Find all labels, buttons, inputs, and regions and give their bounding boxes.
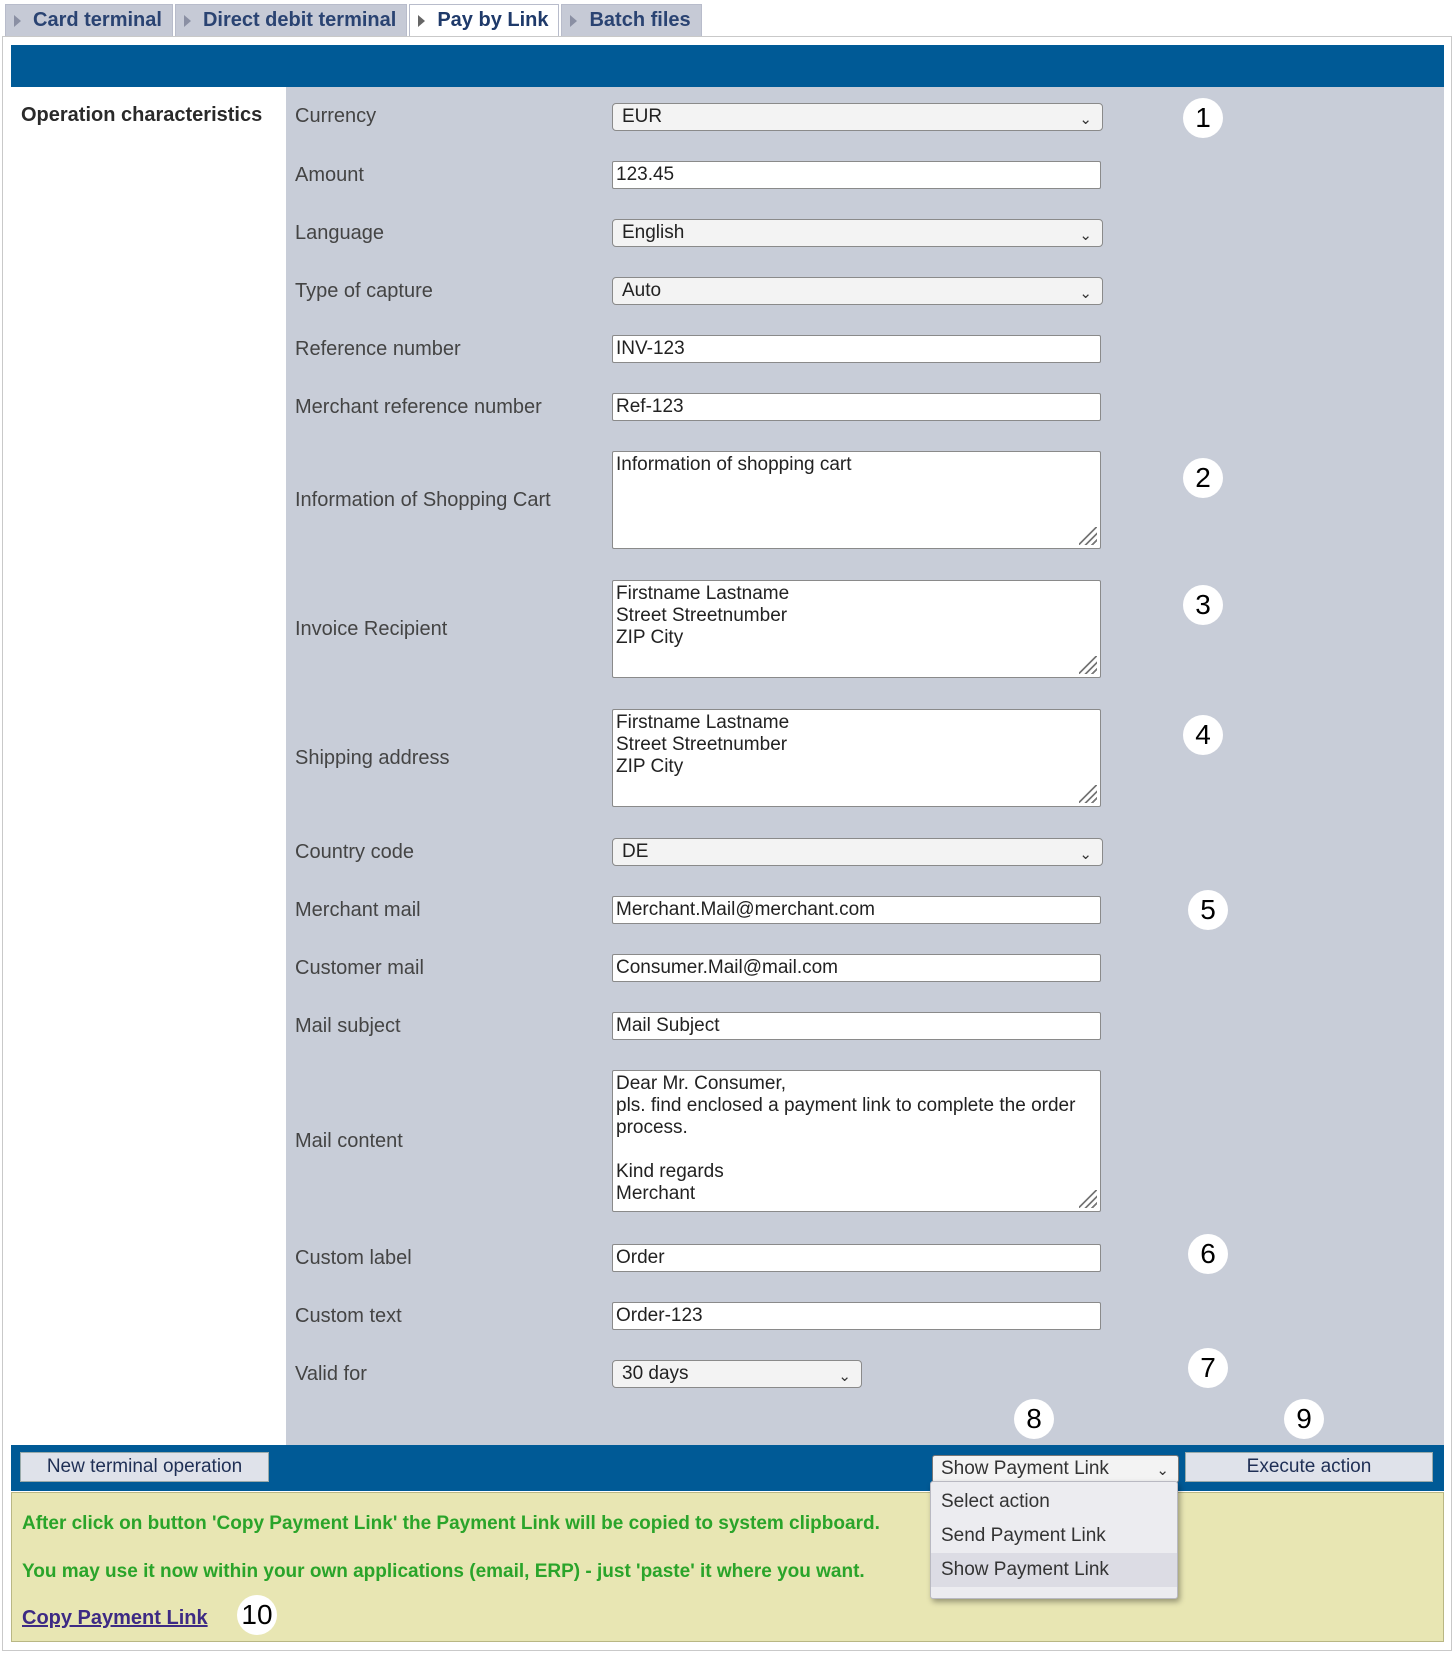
currency-value: EUR bbox=[622, 106, 663, 127]
custom-label-input[interactable]: Order bbox=[612, 1244, 1101, 1272]
copy-payment-link[interactable]: Copy Payment Link bbox=[22, 1607, 208, 1629]
callout-badge-10: 10 bbox=[237, 1595, 277, 1635]
action-select[interactable] bbox=[932, 1455, 1179, 1483]
triangle-icon bbox=[184, 15, 191, 27]
cart-textarea[interactable] bbox=[612, 451, 1101, 549]
reference-input[interactable]: INV-123 bbox=[612, 335, 1101, 363]
cart-label: Information of Shopping Cart bbox=[295, 489, 551, 511]
invoice-textarea[interactable] bbox=[612, 580, 1101, 678]
callout-badge-4: 4 bbox=[1183, 715, 1223, 755]
merchant-mail-label: Merchant mail bbox=[295, 899, 421, 921]
tab-card-terminal[interactable] bbox=[5, 4, 173, 36]
language-label: Language bbox=[295, 222, 384, 244]
callout-badge-8: 8 bbox=[1014, 1399, 1054, 1439]
customer-mail-label: Customer mail bbox=[295, 957, 424, 979]
menu-item-select-action[interactable]: Select action bbox=[941, 1491, 1050, 1512]
resize-handle-icon[interactable] bbox=[1079, 1190, 1097, 1208]
currency-label: Currency bbox=[295, 105, 377, 127]
invoice-label: Invoice Recipient bbox=[295, 618, 448, 640]
mail-subject-input[interactable]: Mail Subject bbox=[612, 1012, 1101, 1040]
info-line-1: After click on button 'Copy Payment Link' the Payment Link will be copied to system clipboard. bbox=[22, 1513, 880, 1534]
execute-action-button[interactable]: Execute action bbox=[1185, 1452, 1433, 1482]
valid-for-value: 30 days bbox=[622, 1363, 689, 1384]
tab-label: Direct debit terminal bbox=[202, 9, 397, 31]
resize-handle-icon[interactable] bbox=[1079, 785, 1097, 803]
tab-label: Batch files bbox=[589, 9, 691, 31]
menu-item-show-payment-link[interactable]: Show Payment Link bbox=[931, 1553, 1177, 1587]
capture-select[interactable] bbox=[612, 277, 1103, 305]
merchant-mail-input[interactable]: Merchant.Mail@merchant.com bbox=[612, 896, 1101, 924]
custom-label-label: Custom label bbox=[295, 1247, 412, 1269]
callout-badge-3: 3 bbox=[1183, 585, 1223, 625]
tab-label: Card terminal bbox=[33, 9, 162, 31]
callout-badge-6: 6 bbox=[1188, 1234, 1228, 1274]
language-select[interactable] bbox=[612, 219, 1103, 247]
new-terminal-operation-button[interactable]: New terminal operation bbox=[20, 1452, 269, 1482]
chevron-down-icon: ⌄ bbox=[1079, 227, 1092, 244]
customer-mail-input[interactable]: Consumer.Mail@mail.com bbox=[612, 954, 1101, 982]
amount-input[interactable]: 123.45 bbox=[612, 161, 1101, 189]
shipping-text: Firstname Lastname Street Streetnumber ZIP City bbox=[616, 712, 790, 777]
tab-label: Pay by Link bbox=[437, 9, 549, 31]
chevron-down-icon: ⌄ bbox=[1079, 285, 1092, 302]
tab-direct-debit-terminal[interactable] bbox=[175, 4, 407, 36]
callout-badge-5: 5 bbox=[1188, 890, 1228, 930]
country-select[interactable] bbox=[612, 838, 1103, 866]
resize-handle-icon[interactable] bbox=[1079, 527, 1097, 545]
reference-label: Reference number bbox=[295, 338, 461, 360]
merchant-reference-input[interactable]: Ref-123 bbox=[612, 393, 1101, 421]
mail-subject-label: Mail subject bbox=[295, 1015, 401, 1037]
info-line-2: You may use it now within your own applications (email, ERP) - just 'paste' it where you want. bbox=[22, 1561, 865, 1582]
mail-content-label: Mail content bbox=[295, 1130, 403, 1152]
chevron-down-icon: ⌄ bbox=[1079, 846, 1092, 863]
action-select-value: Show Payment Link bbox=[941, 1458, 1109, 1479]
mail-content-text: Dear Mr. Consumer, pls. find enclosed a payment link to complete the order process. Kind regards Merchant bbox=[616, 1073, 1076, 1204]
section-title: Operation characteristics bbox=[21, 104, 263, 126]
valid-for-label: Valid for bbox=[295, 1363, 367, 1385]
triangle-icon bbox=[14, 15, 21, 27]
resize-handle-icon[interactable] bbox=[1079, 656, 1097, 674]
custom-text-input[interactable]: Order-123 bbox=[612, 1302, 1101, 1330]
custom-text-label: Custom text bbox=[295, 1305, 402, 1327]
cart-text: Information of shopping cart bbox=[616, 454, 852, 475]
shipping-textarea[interactable] bbox=[612, 709, 1101, 807]
triangle-icon bbox=[570, 15, 577, 27]
menu-item-send-payment-link[interactable]: Send Payment Link bbox=[941, 1525, 1106, 1546]
language-value: English bbox=[622, 222, 685, 243]
chevron-down-icon: ⌄ bbox=[838, 1368, 851, 1385]
header-bar bbox=[11, 45, 1444, 87]
country-label: Country code bbox=[295, 841, 414, 863]
capture-label: Type of capture bbox=[295, 280, 433, 302]
invoice-text: Firstname Lastname Street Streetnumber ZIP City bbox=[616, 583, 790, 648]
currency-select[interactable] bbox=[612, 103, 1103, 131]
triangle-icon bbox=[418, 15, 425, 27]
valid-for-select[interactable] bbox=[612, 1360, 862, 1388]
country-value: DE bbox=[622, 841, 649, 862]
mail-content-textarea[interactable] bbox=[612, 1070, 1101, 1212]
callout-badge-7: 7 bbox=[1188, 1348, 1228, 1388]
tab-pay-by-link[interactable] bbox=[409, 4, 559, 36]
tab-bar bbox=[5, 4, 704, 36]
capture-value: Auto bbox=[622, 280, 662, 301]
action-dropdown-menu bbox=[930, 1481, 1178, 1599]
amount-label: Amount bbox=[295, 164, 364, 186]
callout-badge-2: 2 bbox=[1183, 458, 1223, 498]
callout-badge-1: 1 bbox=[1183, 98, 1223, 138]
tab-batch-files[interactable] bbox=[561, 4, 701, 36]
merchant-reference-label: Merchant reference number bbox=[295, 396, 542, 418]
callout-badge-9: 9 bbox=[1284, 1399, 1324, 1439]
chevron-down-icon: ⌄ bbox=[1079, 111, 1092, 128]
shipping-label: Shipping address bbox=[295, 747, 450, 769]
chevron-down-icon: ⌄ bbox=[1156, 1462, 1169, 1479]
